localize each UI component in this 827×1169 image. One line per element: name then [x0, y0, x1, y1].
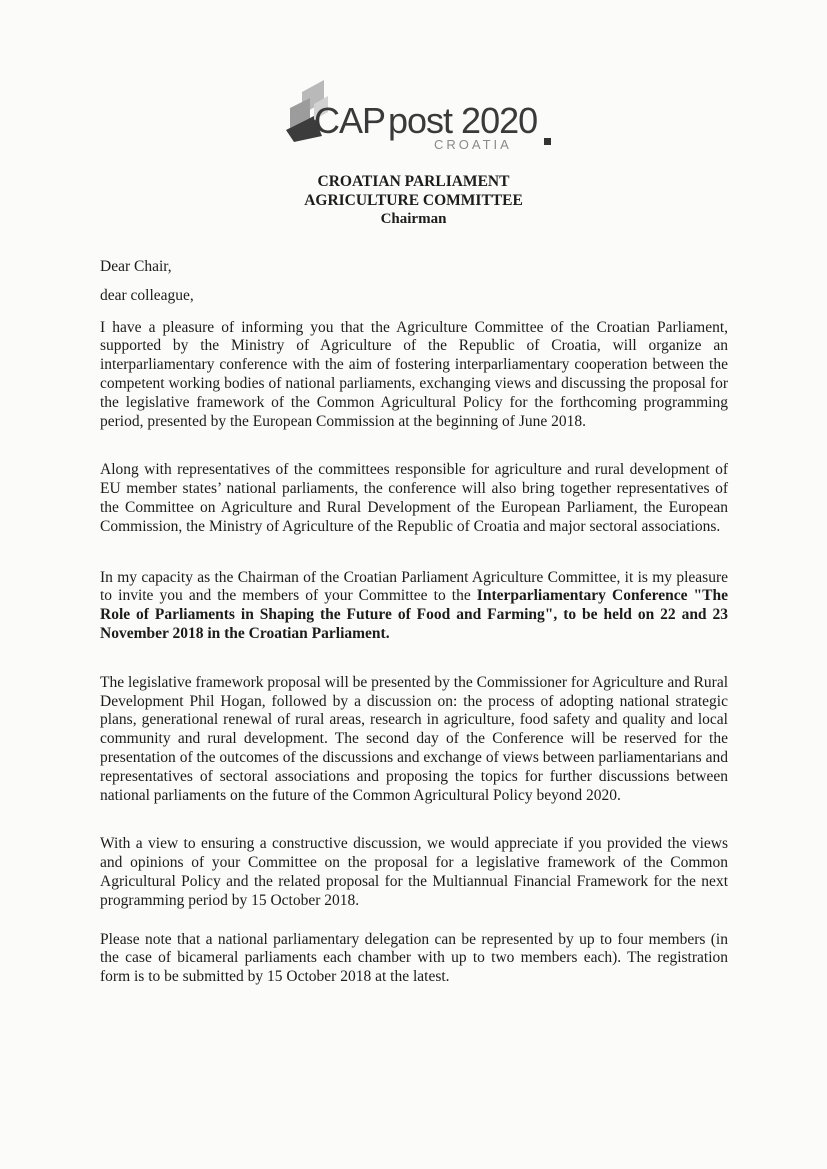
- logo-post-text: post 2020: [388, 100, 538, 141]
- logo-cap-text: CAP: [314, 100, 386, 141]
- invitation-text: In my capacity as the Chairman of the Croatian Parliament Agriculture Committee, it is my pleasure to invite you and the members of your Committee to the: [100, 568, 728, 605]
- paragraph-participants: Along with representatives of the committees responsible for agriculture and rural development of EU member states’ national parliaments, the conference will also bring together representatives of the Committee on Agriculture and Rural Development of the European Parliament, the European Commission, the Ministry of Agriculture of the Republic of Croatia and major sectoral associations.: [100, 461, 728, 535]
- letter-body: [100, 258, 728, 987]
- heading-committee: AGRICULTURE COMMITTEE: [304, 192, 523, 209]
- logo-square: [544, 138, 551, 145]
- salutation: Dear Chair,: [100, 258, 172, 275]
- salutation-secondary: dear colleague,: [100, 286, 194, 304]
- paragraph-delegation: Please note that a national parliamentary delegation can be represented by up to four members (in the case of bicameral parliaments each chamber with up to two members each). The registration form is to be submitted by 15 October 2018 at the latest.: [100, 930, 728, 986]
- heading-parliament: CROATIAN PARLIAMENT: [317, 173, 510, 190]
- paragraph-announcement: I have a pleasure of informing you that the Agriculture Committee of the Croatian Parliament, supported by the Ministry of Agriculture of the Republic of Croatia, will organize an interparliamentary conference with the aim of fostering interparliamentary cooperation between the competent working bodies of national parliaments, exchanging views and discussing the proposal for the legislative framework of the Common Agricultural Policy for the forthcoming programming period, presented by the European Commission at the beginning of June 2018.: [100, 318, 728, 430]
- paragraph-invitation: [100, 569, 728, 644]
- paragraph-programme: The legislative framework proposal will be presented by the Commissioner for Agriculture and Rural Development Phil Hogan, followed by a discussion on: the process of adopting national strategic plans, generational renewal of rural areas, research in agriculture, food safety and quality and local community and rural development. The second day of the Conference will be reserved for the presentation of the outcomes of the discussions and exchange of views between parliamentarians and representatives of sectoral associations and proposing the topics for further discussions between national parliaments on the future of the Common Agricultural Policy beyond 2020.: [100, 673, 729, 804]
- logo-subtitle: CROATIA: [434, 137, 512, 152]
- heading-chairman: Chairman: [380, 211, 447, 227]
- cap-post-2020-logo: [284, 78, 564, 158]
- paragraph-views-request: With a view to ensuring a constructive discussion, we would appreciate if you provided the views and opinions of your Committee on the proposal for a legislative framework of the Common Agricultural Policy and the related proposal for the Multiannual Financial Framework for the next programming period by 15 October 2018.: [100, 835, 728, 909]
- invitation-conference-title: Interparliamentary Conference "The Role of Parliaments in Shaping the Future of Food and Farming", to be held on 22 and 23 November 2018 in the Croatian Parliament.: [100, 587, 728, 642]
- letter-heading: [0, 172, 827, 229]
